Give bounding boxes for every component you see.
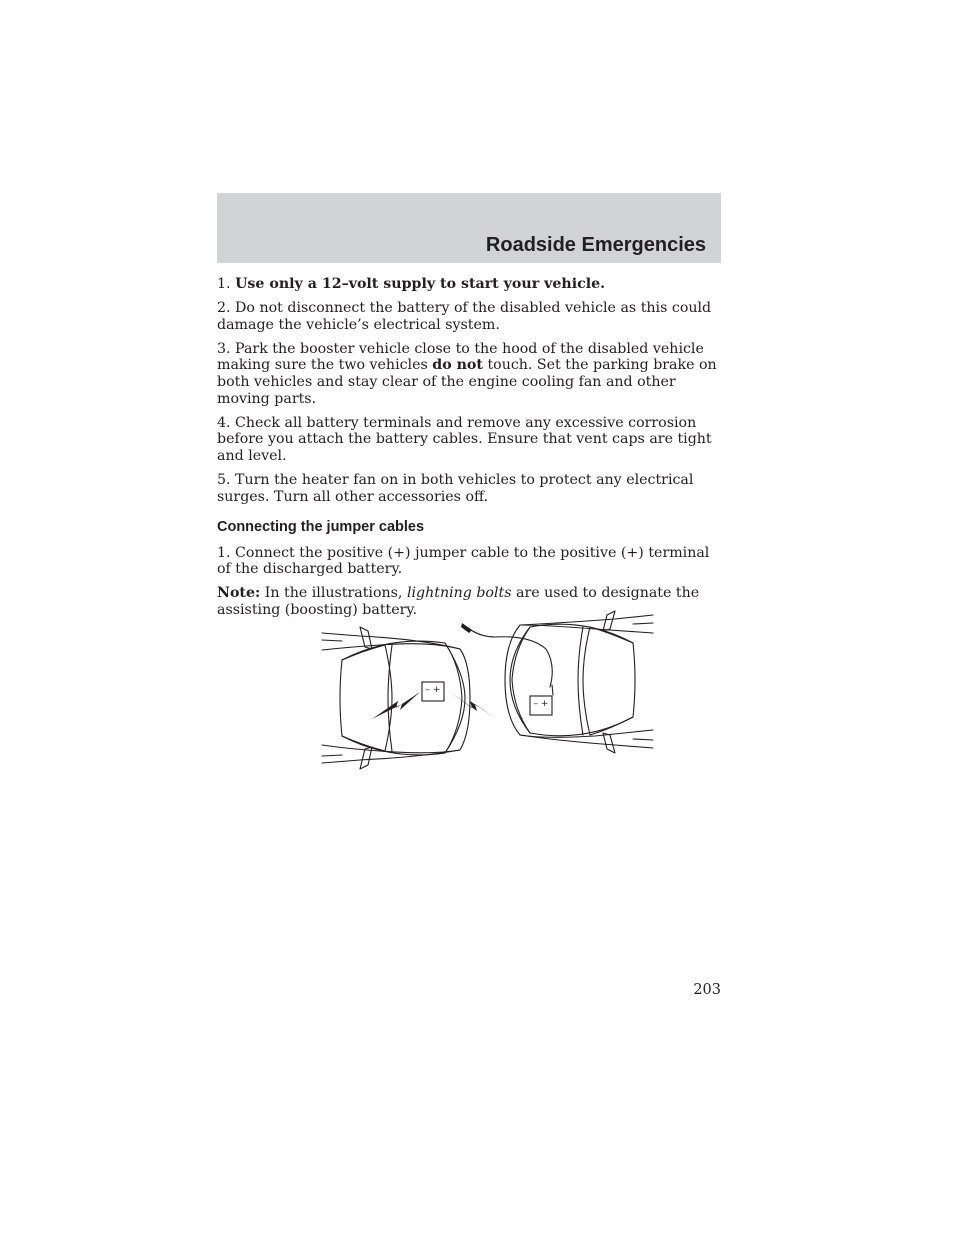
booster-car-outline bbox=[505, 611, 653, 753]
step-1 bbox=[217, 276, 727, 293]
cable-clamp-icon bbox=[461, 623, 472, 633]
step-3-before: 3. Park the booster vehicle close to the hood of the disabled vehicle making sure the two vehicles bbox=[217, 340, 704, 374]
step-3 bbox=[217, 341, 727, 407]
connect-step-1: 1. Connect the positive (+) jumper cable to the positive (+) terminal of the discharged battery. bbox=[217, 544, 710, 578]
battery-right-label: – + bbox=[533, 699, 549, 709]
step-1-bold: Use only a 12–volt supply to start your vehicle. bbox=[235, 276, 606, 292]
section-header-band bbox=[217, 193, 721, 263]
section-heading: Connecting the jumper cables bbox=[217, 519, 425, 536]
lightning-bolt-right-icon bbox=[450, 692, 495, 718]
lightning-bolt-left-icon bbox=[372, 692, 420, 719]
page-number: 203 bbox=[693, 982, 721, 998]
note-label: Note: bbox=[217, 585, 261, 602]
step-5: 5. Turn the heater fan on in both vehicles to protect any electrical surges. Turn all other accessories off. bbox=[217, 471, 694, 505]
page-content bbox=[217, 276, 727, 626]
section-title: Roadside Emergencies bbox=[485, 234, 706, 256]
step-number: 1. bbox=[217, 276, 231, 292]
step-3-bold: do not bbox=[432, 357, 483, 374]
disabled-car-outline bbox=[322, 627, 470, 769]
step-3-after: touch. Set the parking brake on both vehicles and stay clear of the engine cooling fan and other moving parts. bbox=[217, 357, 717, 407]
battery-left-icon bbox=[422, 682, 444, 701]
step-2: 2. Do not disconnect the battery of the disabled vehicle as this could damage the vehicle’s electrical system. bbox=[217, 300, 712, 333]
battery-left-label: – + bbox=[425, 685, 441, 695]
note-after: are used to designate the assisting (boosting) battery. bbox=[217, 585, 700, 618]
note-italic: lightning bolts bbox=[406, 585, 512, 602]
jumper-cable-illustration bbox=[320, 605, 655, 770]
note-before: In the illustrations, bbox=[260, 585, 407, 602]
step-4: 4. Check all battery terminals and remove any excessive corrosion before you attach the battery cables. Ensure that vent caps are tight and level. bbox=[217, 414, 712, 464]
battery-right-icon bbox=[530, 696, 552, 715]
